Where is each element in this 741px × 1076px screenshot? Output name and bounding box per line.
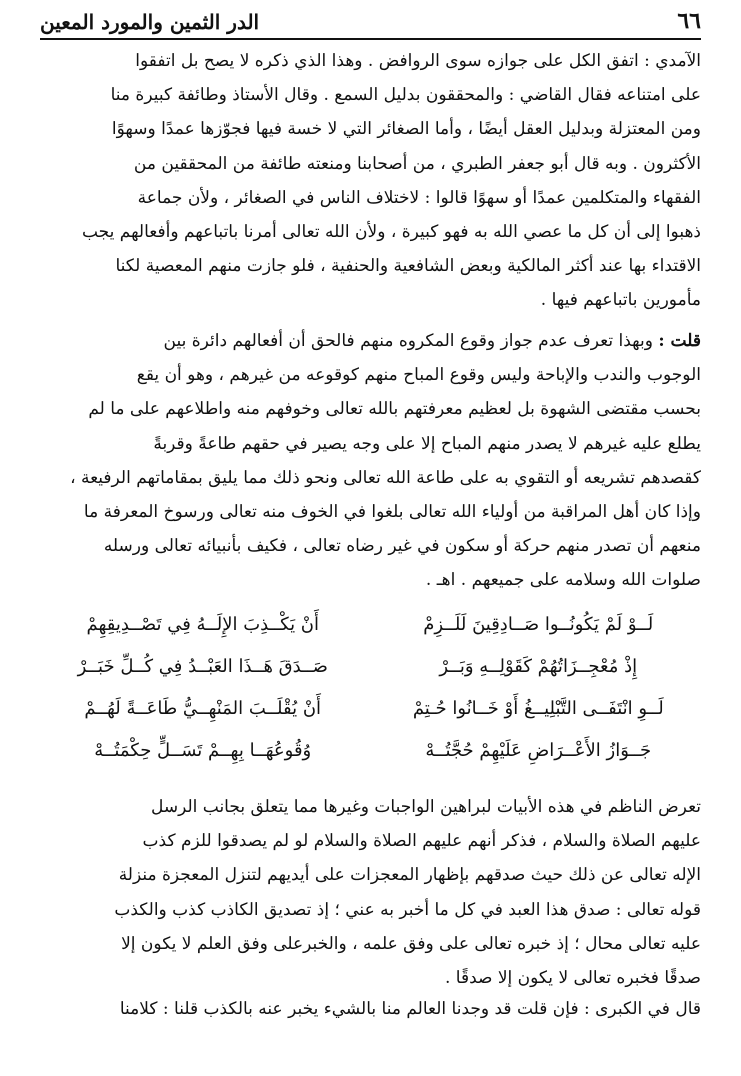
text-line: تعرض الناظم في هذه الأبيات لبراهين الواجبات وغيرها مما يتعلق بجانب الرسل <box>150 797 701 817</box>
text-line: عليهم الصلاة والسلام ، فذكر أنهم عليهم الصلاة والسلام لو لم يصدقوا للزم كذب <box>142 831 701 852</box>
verse-second-hemistich: وُقُوعُهَــا بِهِــمْ تَسَــلٍّ حِكْمَتُــهْ <box>94 740 312 761</box>
text-line: على امتناعه فقال القاضي : والمحققون بدليل السمع . وقال الأستاذ وطائفة كبيرة منا <box>110 85 701 106</box>
text-line: ومن المعتزلة وبدليل العقل أيضًا ، وأما الصغائر التي لا خسة فيها فجوّزها عمدًا وسهوًا <box>111 119 701 140</box>
text-line: صلوات الله وسلامه على جميعهم . اهـ . <box>425 570 701 591</box>
text-line: قال في الكبرى : فإن قلت قد وجدنا العالم منا بالشيء يخبر عنه بالكذب قلنا : كلامنا <box>119 999 701 1019</box>
poem-verses <box>60 606 681 770</box>
paragraph-3 <box>40 790 701 995</box>
text-line: كقصدهم تشريعه أو التقوي به على طاعة الله تعالى ونحو ذلك مما يليق بمقاماتهم الرفيعة ، <box>70 467 701 488</box>
text-line: مأمورين باتباعهم فيها . <box>540 290 701 311</box>
text-line: الاقتداء بها عند أكثر المالكية وبعض الشافعية والحنفية ، فلو جازت منهم المعصية لكنا <box>115 256 701 277</box>
text-line: وإذا كان أهل المراقبة من أولياء الله تعالى بلغوا في الخوف منه تعالى ورسوخ المعرفة ما <box>83 502 701 523</box>
text-line: الفقهاء والمتكلمين عمدًا أو سهوًا قالوا : لاختلاف الناس في الصغائر ، ولأن جماعة <box>137 187 701 208</box>
verse-second-hemistich: صَــدَقَ هَــذَا العَبْــدُ فِي كُــلِّ خَبَــرْ <box>77 656 328 677</box>
page-header <box>40 4 701 40</box>
paragraph-lead: قلت : <box>658 331 701 351</box>
text-line: الآمدي : اتفق الكل على جوازه سوى الروافض . وهذا الذي ذكره لا يصح بل اتفقوا <box>135 51 701 71</box>
text-line: منعهم أن تصدر منهم حركة أو سكون في غير رضاه تعالى ، فكيف بأنبيائه تعالى ورسله <box>103 536 701 557</box>
text-line: عليه تعالى محال ؛ إذ خبره تعالى على وفق علمه ، والخبرعلى وفق العلم لا يكون إلا <box>121 933 701 954</box>
text-line: ذهبوا إلى أن كل ما عصي الله به فهو كبيرة ، ولأن الله تعالى أمرنا باتباعهم وأفعالهم يجب <box>81 222 701 243</box>
page-number: ٦٦ <box>677 8 701 34</box>
verse-first-hemistich: إِذْ مُعْجِــزَاتُهُمْ كَقَوْلِــهِ وَبَــرْ <box>439 656 638 677</box>
text-line: الأكثرون . وبه قال أبو جعفر الطبري ، من أصحابنا ومنعته طائفة من المحققين من <box>133 153 701 174</box>
verse-first-hemistich: لَــوِ انْتَفَــى التَّبْلِيــغُ أَوْ خَــانُوا حُـتِمْ <box>412 698 664 719</box>
verse-first-hemistich: لَــوْ لَمْ يَكُونُــوا صَــادِقِينَ لَلَــزِمْ <box>423 614 654 635</box>
verse-first-hemistich: جَــوَازُ الأَعْــرَاضِ عَلَيْهِمْ حُجَّتُــهْ <box>425 740 652 761</box>
verse-second-hemistich: أَنْ يُقْلَــبَ المَنْهِــيُّ طَاعَــةً لَهُــمْ <box>84 698 322 719</box>
text-line: بحسب مقتضى الشهوة بل لعظيم معرفتهم بالله تعالى وخوفهم منه واطلاعهم على ما لم <box>88 399 701 420</box>
text-run: وبهذا تعرف عدم جواز وقوع المكروه منهم فالحق أن أفعالهم دائرة بين <box>163 331 659 351</box>
text-line: قوله تعالى : صدق هذا العبد في كل ما أخبر به عني ؛ إذ تصديق الكاذب كذب والكذب <box>114 899 701 920</box>
text-line: صدقًا فخبره تعالى لا يكون إلا صدقًا . <box>444 968 701 989</box>
text-line: الإله تعالى عن ذلك حيث صدقهم بإظهار المعجزات على أيديهم لتنزل المعجزة منزلة <box>118 865 701 886</box>
paragraph-4 <box>40 992 701 1026</box>
text-line: الوجوب والندب والإباحة وليس وقوع المباح منهم كوقوعه من غيرهم ، وهو أن يقع <box>136 365 701 386</box>
verse-second-hemistich: أَنْ يَكْــذِبَ الإِلَــهُ فِي تَصْــدِيقِهِمْ <box>86 614 320 635</box>
book-title: الدر الثمين والمورد المعين <box>40 10 260 34</box>
text-line <box>40 324 701 358</box>
paragraph-1 <box>40 44 701 318</box>
paragraph-2 <box>40 324 701 598</box>
text-line: يطلع عليه غيرهم لا يصدر منهم المباح إلا على وجه يصير في حقهم طاعةً وقربةً <box>153 433 701 454</box>
